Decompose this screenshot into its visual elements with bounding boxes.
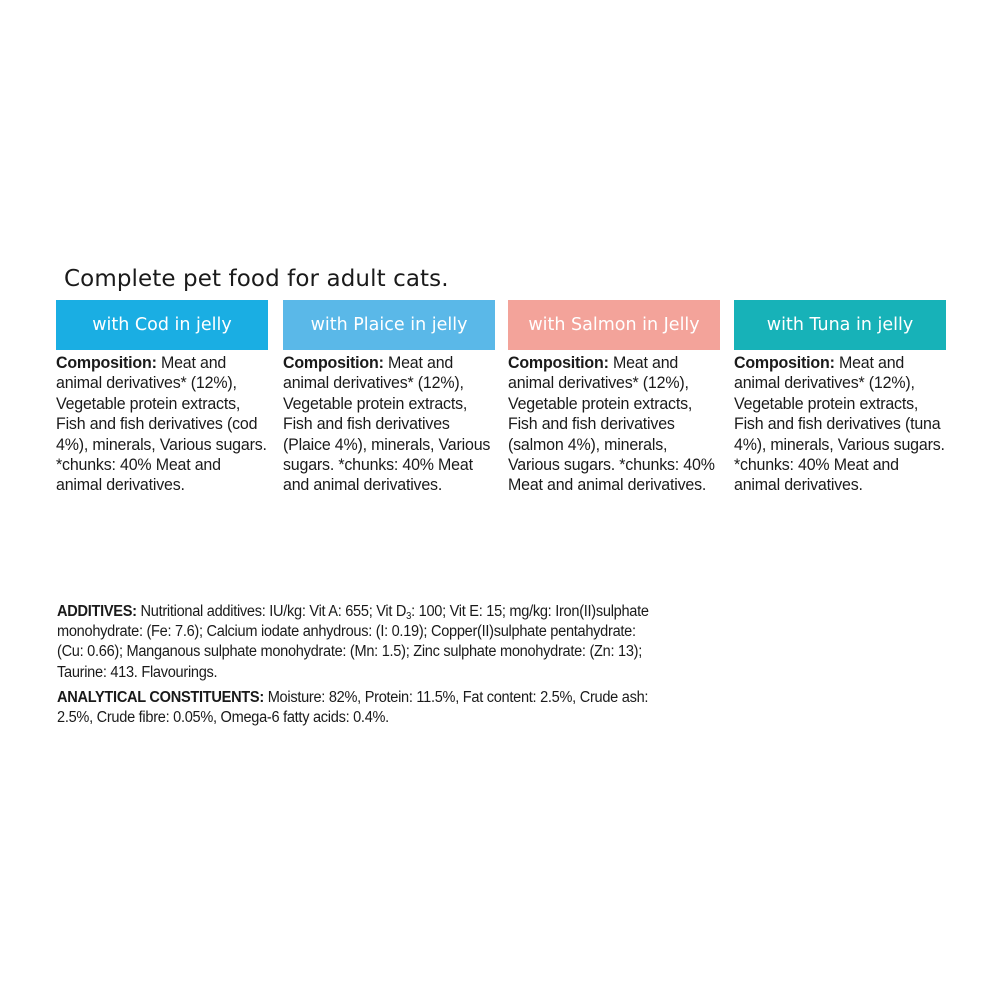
variant-salmon	[508, 300, 720, 496]
composition-cod	[56, 353, 268, 496]
composition-text: Meat and animal derivatives* (12%), Vegetable protein extracts, Fish and fish derivatives (Plaice 4%), minerals, Various sugars. *chunks: 40% Meat and animal derivatives.	[283, 353, 491, 495]
composition-text: Meat and animal derivatives* (12%), Vegetable protein extracts, Fish and fish derivatives (cod 4%), minerals, Various sugars. *chunks: 40% Meat and animal derivatives.	[56, 353, 267, 495]
composition-label: Composition:	[283, 353, 384, 372]
composition-salmon	[508, 353, 720, 496]
flavour-banner-plaice: with Plaice in jelly	[283, 300, 495, 350]
flavour-banner-tuna: with Tuna in jelly	[734, 300, 946, 350]
composition-label: Composition:	[508, 353, 609, 372]
additives-label: ADDITIVES:	[57, 603, 137, 620]
analytical-paragraph	[57, 688, 659, 728]
analytical-text: Moisture: 82%, Protein: 11.5%, Fat content: 2.5%, Crude ash: 2.5%, Crude fibre: 0.05%, Omega-6 fatty acids: 0.4%.	[57, 688, 649, 727]
composition-plaice	[283, 353, 495, 496]
composition-text: Meat and animal derivatives* (12%), Vegetable protein extracts, Fish and fish derivatives (salmon 4%), minerals, Various sugars. *chunks: 40% Meat and animal derivatives.	[508, 353, 715, 495]
variant-tuna	[734, 300, 946, 496]
analytical-label: ANALYTICAL CONSTITUENTS:	[57, 688, 264, 706]
composition-label: Composition:	[56, 353, 157, 372]
additives-text-end: : 100; Vit E: 15; mg/kg: Iron(II)sulphate monohydrate: (Fe: 7.6); Calcium iodate anhydrous: (I: 0.19); Copper(II)sulphate pentahydrate: (Cu: 0.66); Manganous sulphate monohydrate: (Mn: 1.5); Zinc sulphate monohydrate: (Zn: 13); Taurine: 413. Flavourings.	[57, 603, 649, 681]
variant-cod	[56, 300, 268, 496]
variant-plaice	[283, 300, 495, 496]
composition-text: Meat and animal derivatives* (12%), Vegetable protein extracts, Fish and fish derivatives (tuna 4%), minerals, Various sugars. *chunks: 40% Meat and animal derivatives.	[734, 353, 945, 495]
flavour-banner-salmon: with Salmon in Jelly	[508, 300, 720, 350]
composition-label: Composition:	[734, 353, 835, 372]
nutrition-info	[57, 602, 659, 733]
flavour-banner-cod: with Cod in jelly	[56, 300, 268, 350]
additives-paragraph	[57, 602, 659, 683]
additives-text-start: Nutritional additives: IU/kg: Vit A: 655; Vit D	[136, 603, 407, 620]
vitamin-d-subscript: 3	[406, 611, 412, 622]
headline: Complete pet food for adult cats.	[64, 266, 449, 292]
composition-tuna	[734, 353, 946, 496]
